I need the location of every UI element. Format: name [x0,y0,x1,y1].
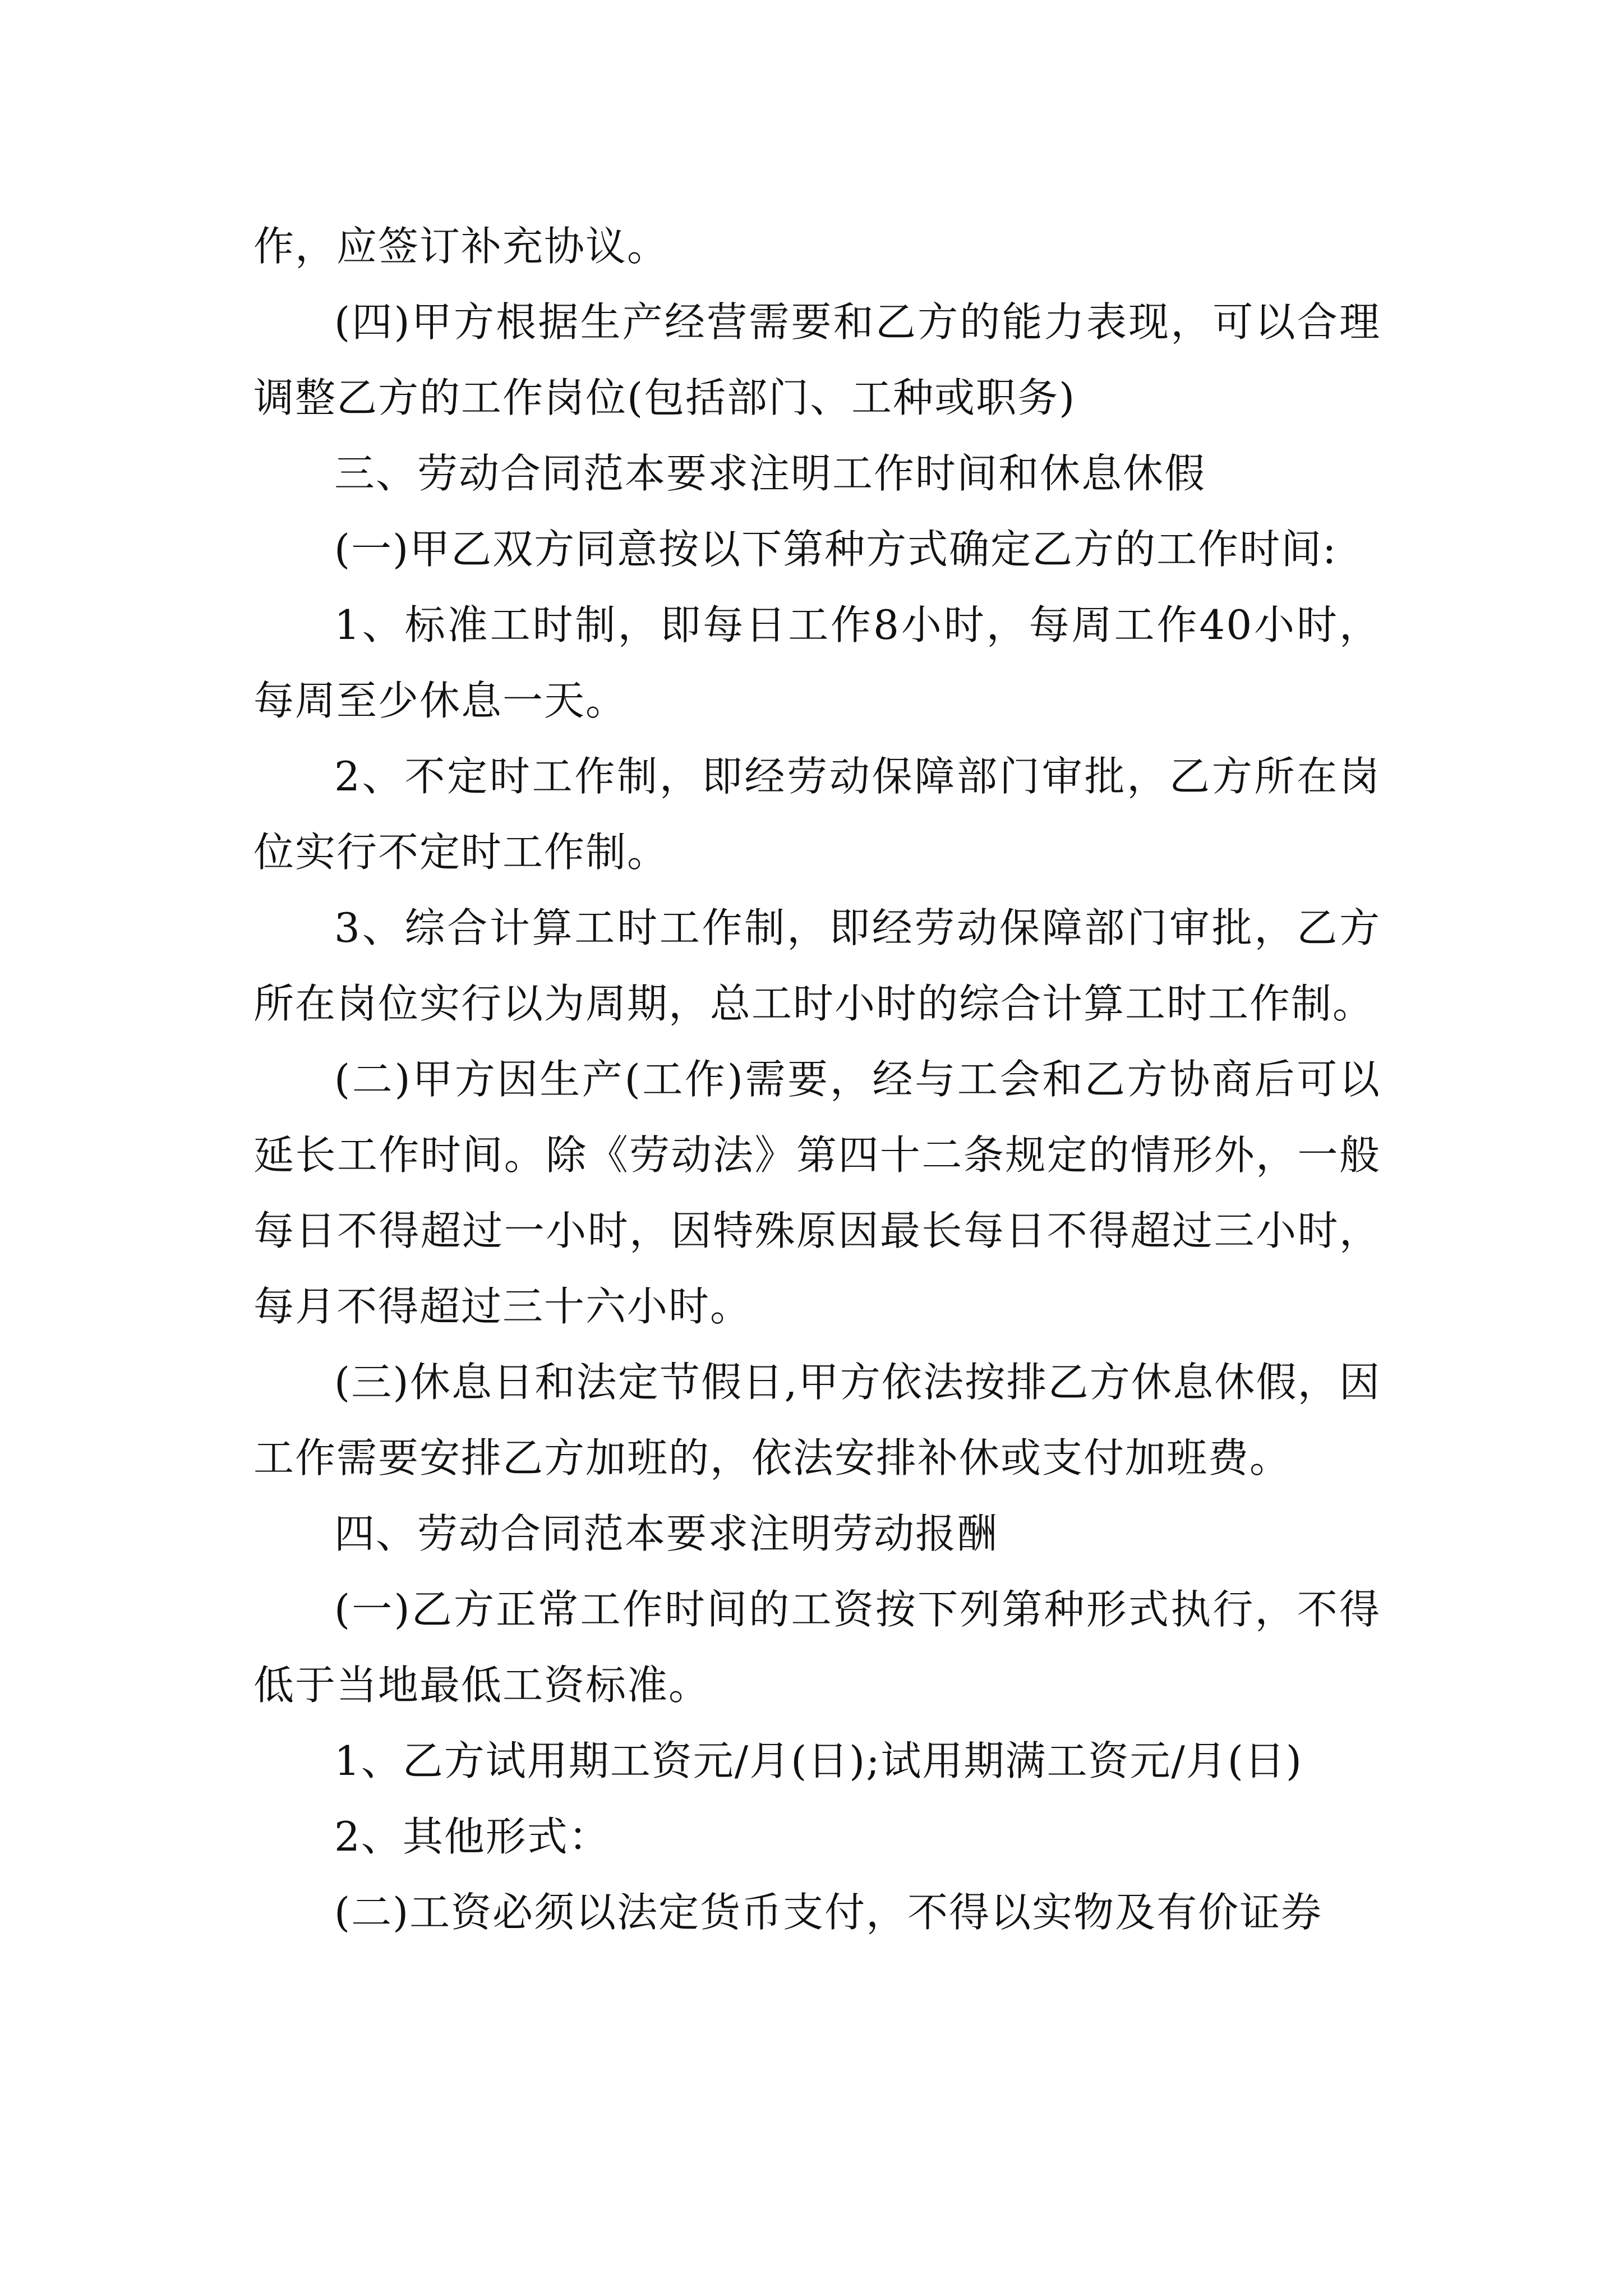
paragraph: (二)甲方因生产(工作)需要，经与工会和乙方协商后可以延长工作时间。除《劳动法》第四十二条规定的情形外，一般每日不得超过一小时，因特殊原因最长每日不得超过三小时，每月不得超过三十六小时。 [253,1056,1381,1330]
paragraph: (三)休息日和法定节假日,甲方依法按排乙方休息休假，因工作需要安排乙方加班的，依法安排补休或支付加班费。 [253,1359,1381,1481]
paragraph: (二)工资必须以法定货币支付，不得以实物及有价证券 [334,1889,1323,1936]
list-item: 2、其他形式： [334,1813,610,1860]
section-heading: 三、劳动合同范本要求注明工作时间和休息休假 [334,450,1206,497]
document-body [253,209,1381,1950]
section-heading: 四、劳动合同范本要求注明劳动报酬 [334,1510,999,1557]
list-item: 1、乙方试用期工资元/月(日);试用期满工资元/月(日) [334,1737,1303,1784]
list-item: 1、标准工时制，即每日工作8小时，每周工作40小时，每周至少休息一天。 [253,601,1381,724]
paragraph: 作，应签订补充协议。 [253,223,669,270]
paragraph: (一)甲乙双方同意按以下第种方式确定乙方的工作时间: [334,526,1338,573]
list-item: 2、不定时工作制，即经劳动保障部门审批，乙方所在岗位实行不定时工作制。 [253,753,1381,876]
list-item: 3、综合计算工时工作制，即经劳动保障部门审批，乙方所在岗位实行以为周期，总工时小时的综合计算工时工作制。 [253,904,1381,1027]
paragraph: (四)甲方根据生产经营需要和乙方的能力表现，可以合理调整乙方的工作岗位(包括部门、工种或职务) [253,298,1381,421]
paragraph: (一)乙方正常工作时间的工资按下列第种形式执行，不得低于当地最低工资标准。 [253,1586,1381,1709]
